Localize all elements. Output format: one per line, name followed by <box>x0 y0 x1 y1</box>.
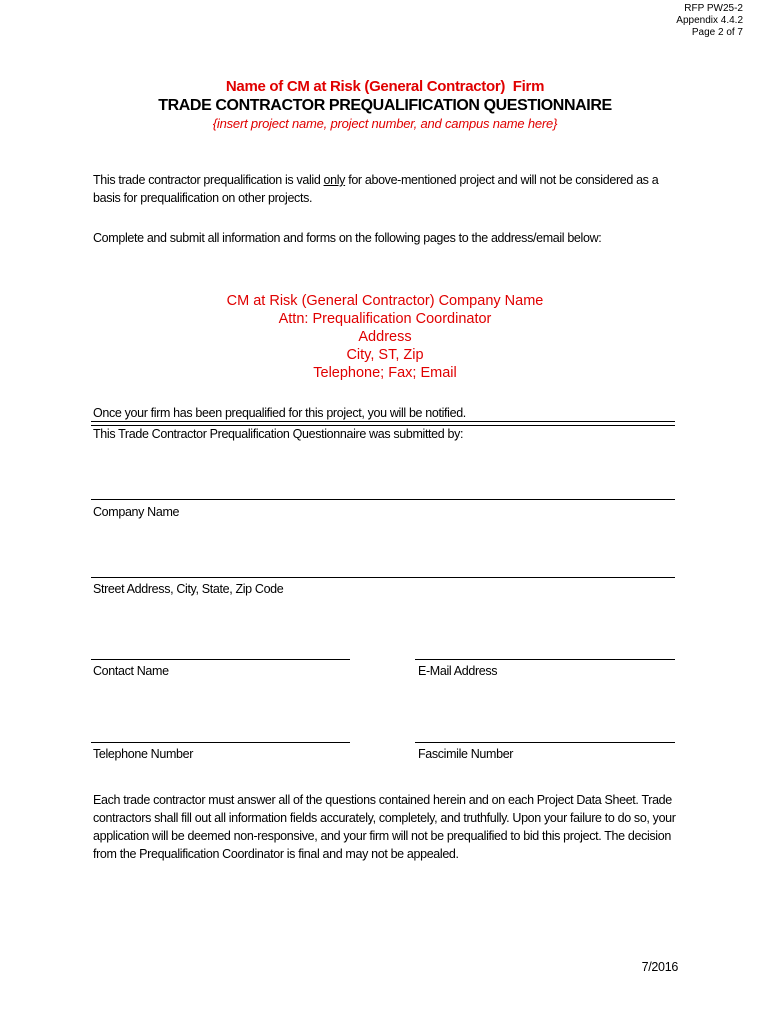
address-street: Address <box>358 329 412 345</box>
title-block <box>0 78 770 132</box>
firm-name: Name of CM at Risk (General Contractor) Firm <box>225 78 545 95</box>
form-title: TRADE CONTRACTOR PREQUALIFICATION QUESTIONNAIRE <box>158 97 612 114</box>
address-contact: Telephone; Fax; Email <box>313 365 457 381</box>
submitted-by-label: This Trade Contractor Prequalification Questionnaire was submitted by: <box>93 427 464 441</box>
facsimile-field[interactable] <box>415 742 675 743</box>
company-name-label: Company Name <box>93 505 180 519</box>
notified-note: Once your firm has been prequalified for this project, you will be notified. <box>93 406 466 420</box>
closing-paragraph: Each trade contractor must answer all of the questions contained herein and on each Project Data Sheet. Trade contractors shall fill out all information fields accurately, completely, and truthfully. Upon your failure to do so, your application will be deemed non-responsive, and your firm will not be prequalified to bid this project. The decision from the Prequalification Coordinator is final and may not be appealed. <box>93 793 676 861</box>
rfp-number: RFP PW25-2 <box>684 3 743 14</box>
company-name-field[interactable] <box>91 499 675 500</box>
mailing-address-block <box>0 292 770 382</box>
telephone-field[interactable] <box>91 742 350 743</box>
intro-text-before: This trade contractor prequalification is valid <box>93 173 324 187</box>
contact-name-label: Contact Name <box>93 664 169 678</box>
address-company: CM at Risk (General Contractor) Company Name <box>226 293 544 309</box>
intro-text-after: for above-mentioned project and will not be considered as a basis for prequalification on other projects. <box>93 173 662 205</box>
intro-paragraph <box>93 171 683 207</box>
address-city: City, ST, Zip <box>346 347 424 363</box>
email-field[interactable] <box>415 659 675 660</box>
street-address-field[interactable] <box>91 577 675 578</box>
address-attn: Attn: Prequalification Coordinator <box>278 311 492 327</box>
page-number: Page 2 of 7 <box>691 27 743 38</box>
street-address-label: Street Address, City, State, Zip Code <box>93 582 284 596</box>
appendix-number: Appendix 4.4.2 <box>676 15 743 26</box>
facsimile-label: Fascimile Number <box>418 747 514 761</box>
page-header <box>676 3 743 39</box>
telephone-label: Telephone Number <box>93 747 194 761</box>
contact-name-field[interactable] <box>91 659 350 660</box>
footer-date: 7/2016 <box>641 960 678 974</box>
email-label: E-Mail Address <box>418 664 498 678</box>
intro-emphasis: only <box>323 173 346 187</box>
instructions-paragraph: Complete and submit all information and forms on the following pages to the address/email below: <box>93 231 602 245</box>
project-placeholder: {insert project name, project number, and campus name here} <box>212 116 558 131</box>
